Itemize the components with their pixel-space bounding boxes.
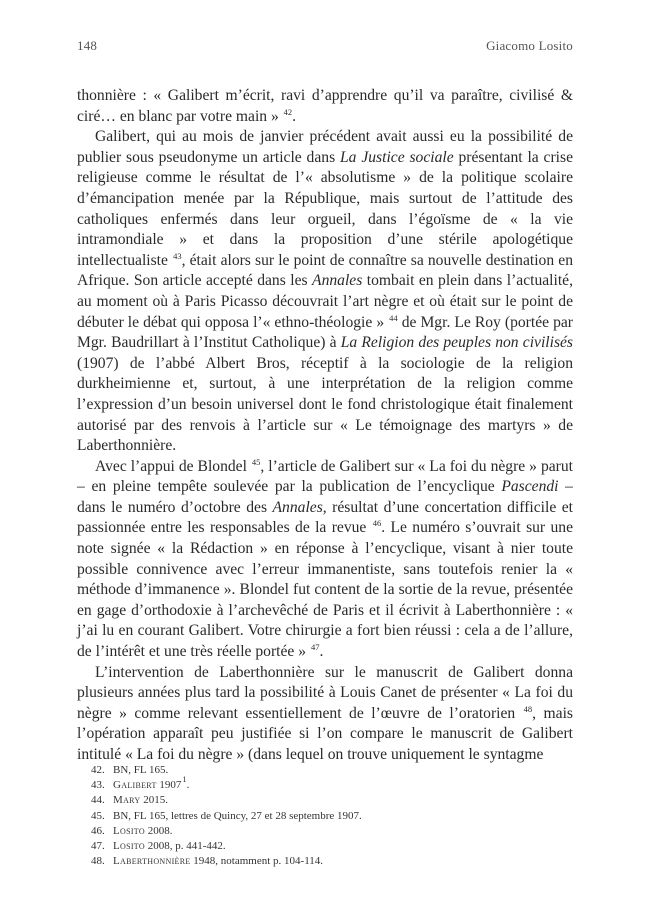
- footnote: [91, 824, 561, 839]
- footnote-text: [113, 854, 561, 869]
- footnote-ref-43: 43: [173, 250, 182, 261]
- edition-superscript: 1: [182, 774, 187, 785]
- footnote-ref-44: 44: [389, 312, 398, 323]
- italic-title: La Justice sociale: [340, 148, 454, 166]
- text-run: présentant la crise religieuse comme le résultat de l’« absolutisme » de la politique scolaire d’émancipation menée par la République, mais surtout de l’attitude des catholiques enfermés dans leur orgueil, dans l’égoïsme de « la vie intramondiale » et dans la proposition d’une stérile apologétique intellectualiste: [77, 148, 573, 269]
- footnote-text: [113, 793, 561, 808]
- text-run: , mais l’opération apparaît peu justifiée si l’on compare le manuscrit de Galibert intitulé « La foi du nègre » (dans lequel on trouve uniquement le syntagme: [77, 704, 573, 763]
- footnote-ref-42: 42: [283, 106, 293, 117]
- footnote-number: 45.: [91, 809, 105, 822]
- italic-title: Annales: [312, 272, 363, 290]
- body-text: [77, 86, 573, 766]
- footnotes: [91, 763, 561, 869]
- author-name: Losito: [113, 824, 145, 837]
- text-run: de Mgr. Le Roy (portée par Mgr. Baudrillart à l’Institut Catholique) à: [77, 313, 573, 352]
- text-run: Avec l’appui de Blondel: [95, 457, 251, 475]
- footnote-text: [113, 839, 561, 854]
- footnote-text-run: 1907: [156, 779, 182, 792]
- italic-title: La Religion des peuples non civilisés: [340, 334, 573, 352]
- footnote-number: 44.: [91, 794, 105, 807]
- footnote-text: [113, 809, 561, 824]
- paragraph: [77, 86, 573, 127]
- text-run: , l’article de Galibert sur « La foi du nègre » parut – en pleine tempête soulevée par la publication de l’encyclique: [77, 457, 573, 496]
- footnote-ref-47: 47: [310, 642, 320, 653]
- footnote-number: 46.: [91, 824, 105, 837]
- text-run: . Le numéro s’ouvrait sur une note signée « la Rédaction » en réponse à l’encyclique, visant à nier toute possible connivence avec l’erreur immanentiste, sans toutefois renier la « méthode d’immanence ». Blondel fut content de la sortie de la revue, présentée en gage d’orthodoxie à l’archevêché de Paris et il écrivit à Laberthonnière : « j’ai lu en courant Galibert. Votre chirurgie a fort bien réussi : cela a de l’allure, de l’intérêt et une très réelle portée »: [77, 519, 573, 661]
- author-name: Laberthonnière: [113, 855, 191, 868]
- text-run: .: [292, 107, 297, 125]
- text-run: , était alors sur le point de connaître sa nouvelle destination en Afrique. Son article accepté dans les: [77, 251, 573, 290]
- footnote: [91, 839, 561, 854]
- footnote-text-run: 2008, p. 441-442.: [144, 840, 226, 853]
- footnote-ref-45: 45: [251, 456, 261, 467]
- italic-title: Pascendi: [501, 478, 559, 496]
- footnote-number: 42.: [91, 764, 105, 776]
- footnote-text-run: 2008.: [144, 824, 173, 837]
- footnote-text-run: BN, FL 165.: [113, 764, 169, 776]
- author-name: Mary: [113, 794, 141, 807]
- footnote: [91, 809, 561, 824]
- author-name: Galibert: [113, 779, 157, 792]
- footnote-text-run: .: [186, 779, 190, 792]
- author-name: Losito: [113, 840, 145, 853]
- text-run: L’intervention de Laberthonnière sur le manuscrit de Galibert donna plusieurs années plus tard la possibilité à Louis Canet de présenter « La foi du nègre » comme relevant essentiellement de l’œuvre de l’oratorien: [77, 663, 573, 722]
- footnote-text-run: BN, FL 165, lettres de Quincy, 27 et 28 septembre 1907.: [113, 809, 362, 822]
- footnote-text: [113, 824, 561, 839]
- footnote-number: 47.: [91, 840, 105, 853]
- text-run: .: [319, 643, 324, 661]
- text-run: thonnière : « Galibert m’écrit, ravi d’apprendre qu’il va paraître, civilisé & ciré… en blanc par votre main »: [77, 87, 573, 125]
- footnote: [91, 763, 561, 778]
- text-run: tombait en plein dans l’actualité, au moment où à Paris Picasso découvrait l’art nègre et où était sur le point de débuter le débat qui opposa l’« ethno-théologie »: [77, 272, 573, 331]
- paragraph: [77, 663, 573, 766]
- footnote-number: 43.: [91, 779, 105, 792]
- footnote: [91, 793, 561, 808]
- footnote-ref-48: 48: [523, 703, 533, 714]
- running-head-author: Giacomo Losito: [486, 38, 573, 53]
- text-run: Galibert, qui au mois de janvier précédent avait aussi eu la possibilité de publier sous pseudonyme un article dans: [77, 128, 573, 166]
- footnote: [91, 774, 561, 793]
- footnote-text-run: 2015.: [140, 794, 168, 807]
- footnote-number: 48.: [91, 855, 105, 868]
- footnote-text-run: 1948, notamment p. 104-114.: [190, 855, 324, 868]
- italic-title: Annales: [272, 498, 323, 516]
- footnote-ref-46: 46: [372, 518, 382, 529]
- footnote: [91, 854, 561, 869]
- running-head: [77, 38, 573, 54]
- text-run: , résultat d’une concertation difficile et passionnée entre les responsables de la revue: [77, 498, 573, 537]
- paragraph: [77, 457, 573, 663]
- footnote-text: [113, 774, 561, 793]
- text-run: – dans le numéro d’octobre des: [77, 478, 573, 516]
- paragraph: [77, 127, 573, 457]
- page-number: 148: [77, 38, 98, 53]
- text-run: (1907) de l’abbé Albert Bros, réceptif à la sociologie de la religion durkheimienne et, surtout, à une interprétation de la religion comme l’expression d’un besoin universel dont le fond christologique était finalement autorisé par des renvois à l’article sur « Le témoignage des martyrs » de Laberthonnière.: [77, 354, 573, 455]
